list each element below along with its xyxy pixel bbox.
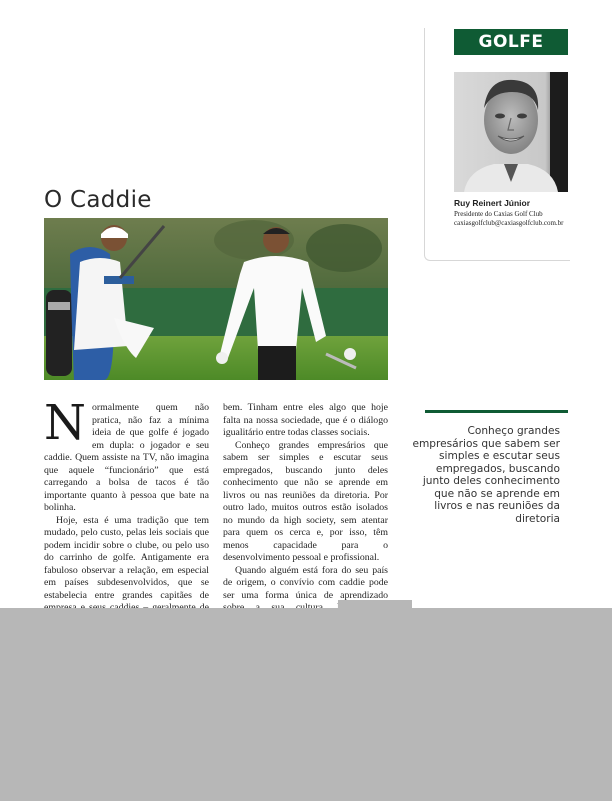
author-name: Ruy Reinert Júnior: [454, 198, 531, 208]
article-title: O Caddie: [44, 187, 152, 214]
pull-quote: Conheço grandes empresários que sabem ser simples e escutar seus empregados, buscando junto deles conhecimento que não se aprende em livros e nas reuniões da diretoria: [412, 425, 560, 525]
golf-photo-image: [44, 218, 388, 380]
article-paragraph: Conheço grandes empresários que sabem ser simples e escutar seus empregados, buscando junto deles conhecimento que não se aprende em livros ou nas reuniões da diretoria. Por outro lado, muitos outros estão isolados no mundo da high society, sem atentar para quem os cerca e, por isso, têm menos capacidade para o desenvolvimento pessoal e profissional.: [223, 439, 388, 563]
author-role: Presidente do Caxias Golf Club: [454, 210, 543, 218]
pull-quote-divider: [425, 410, 568, 413]
author-portrait-image: [454, 72, 568, 192]
author-email: caxiasgolfclub@caxiasgolfclub.com.br: [454, 219, 564, 227]
article-paragraph: Hoje, esta é uma tradição que tem mudado, pelo custo, pelas leis sociais que podem incidir sobre o clube, ou pelo uso do carrinho de golfe. Antigamente era fabuloso observar a relação, em especial em países subdesenvolvidos, que se estabelecia entre grandes capitães de: [44, 514, 209, 601]
article-column-2: [223, 402, 388, 627]
article-column-1: [44, 395, 209, 627]
article-photo: [44, 218, 388, 380]
drop-cap: N: [44, 395, 86, 451]
gray-overlay: [0, 608, 612, 801]
article-paragraph: Quando alguém está fora do seu país de origem, o convívio com caddie pode ser uma forma única de aprendizado: [223, 564, 388, 601]
section-tag: GOLFE: [454, 29, 568, 55]
article-paragraph: bem. Tinham entre eles algo que hoje falta na nossa sociedade, que é o diálogo igualitário entre todas classes sociais.: [223, 402, 388, 438]
paragraph-text: ormalmente quem não pratica, não faz a mínima ideia de que golfe é jogado em dupla: o jogador e seu caddie. Quem assiste na TV, não imagina que aquele “funcionário” que está carregando a bolsa de tacos é tão importante quanto à pessoa que bate na bolinha.: [44, 402, 209, 513]
article-paragraph: [44, 395, 209, 515]
author-portrait: [454, 72, 568, 192]
